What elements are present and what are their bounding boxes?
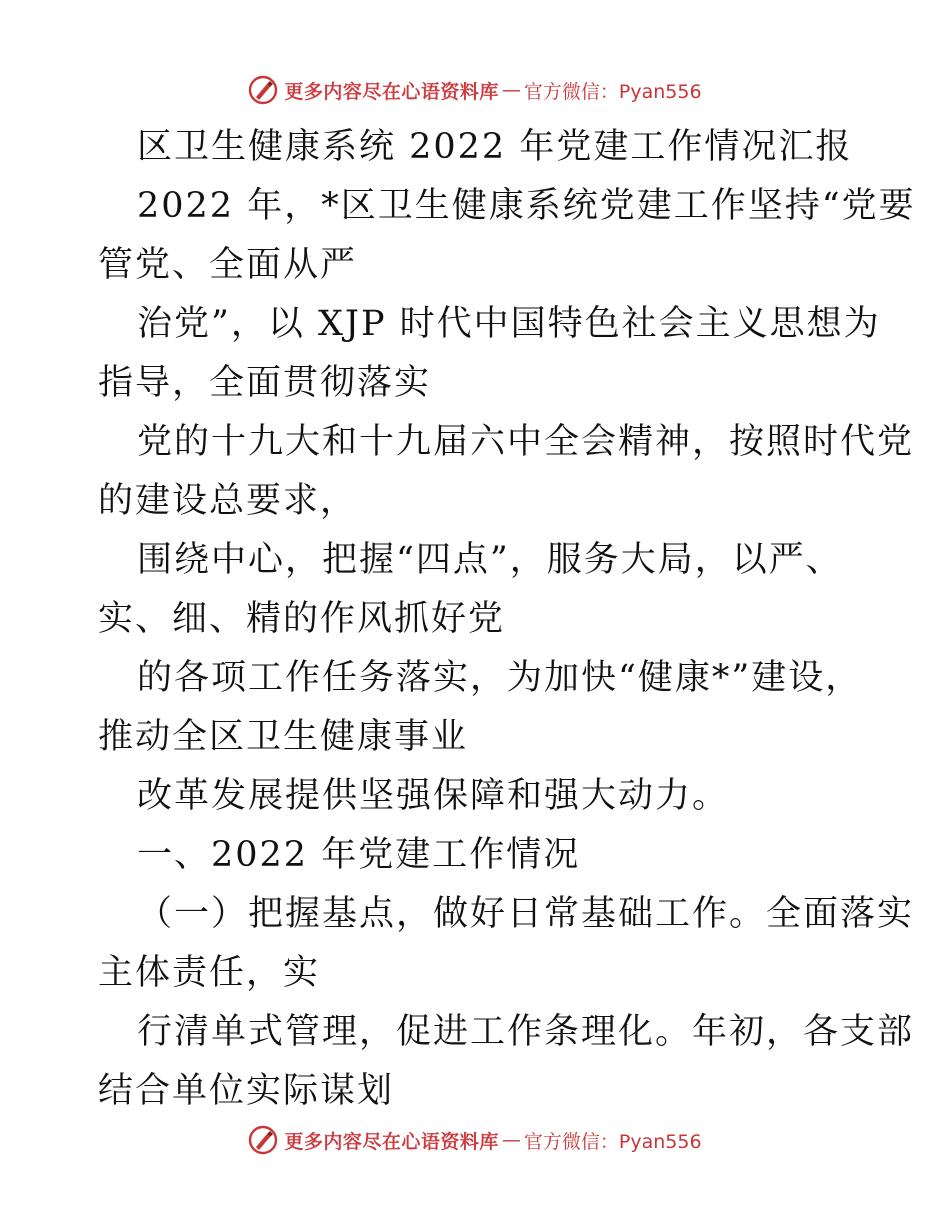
paragraph-line: 改革发展提供坚强保障和强大动力。 [137, 776, 730, 816]
pen-logo-icon [248, 1125, 278, 1155]
paragraph-line: 结合单位实际谋划 [98, 1071, 395, 1111]
paragraph-line: 2022 年，*区卫生健康系统党建工作坚持“党要 [137, 186, 916, 226]
watermark-separator: — [501, 79, 521, 101]
paragraph-line: 推动全区卫生健康事业 [98, 717, 469, 757]
paragraph-line: 指导，全面贯彻落实 [98, 363, 432, 403]
watermark-separator: — [501, 1129, 521, 1151]
document-title: 区卫生健康系统 2022 年党建工作情况汇报 [137, 127, 853, 167]
paragraph-line: 行清单式管理，促进工作条理化。年初，各支部 [137, 1012, 915, 1052]
paragraph-line: 实、细、精的作风抓好党 [98, 599, 506, 639]
paragraph-line: 的建设总要求， [98, 481, 358, 521]
paragraph-line: 管党、全面从严 [98, 245, 358, 285]
paragraph-line: 主体责任，实 [98, 953, 321, 993]
paragraph-line: 的各项工作任务落实，为加快“健康*”建设， [137, 658, 863, 698]
paragraph-line: 治党”，以 XJP 时代中国特色社会主义思想为 [137, 304, 881, 344]
watermark-library-text: 更多内容尽在心语资料库 [284, 1130, 499, 1153]
watermark-contact-text: 官方微信：Pyan556 [523, 1130, 702, 1153]
paragraph-line: 党的十九大和十九届六中全会精神，按照时代党 [137, 422, 915, 462]
watermark-banner-bottom [0, 1123, 950, 1157]
watermark-contact-text: 官方微信：Pyan556 [523, 80, 702, 103]
watermark-library-text: 更多内容尽在心语资料库 [284, 80, 499, 103]
section-heading: 一、2022 年党建工作情况 [137, 835, 581, 875]
subsection-heading-line: （一）把握基点，做好日常基础工作。全面落实 [137, 894, 915, 934]
paragraph-line: 围绕中心，把握“四点”，服务大局，以严、 [137, 540, 843, 580]
